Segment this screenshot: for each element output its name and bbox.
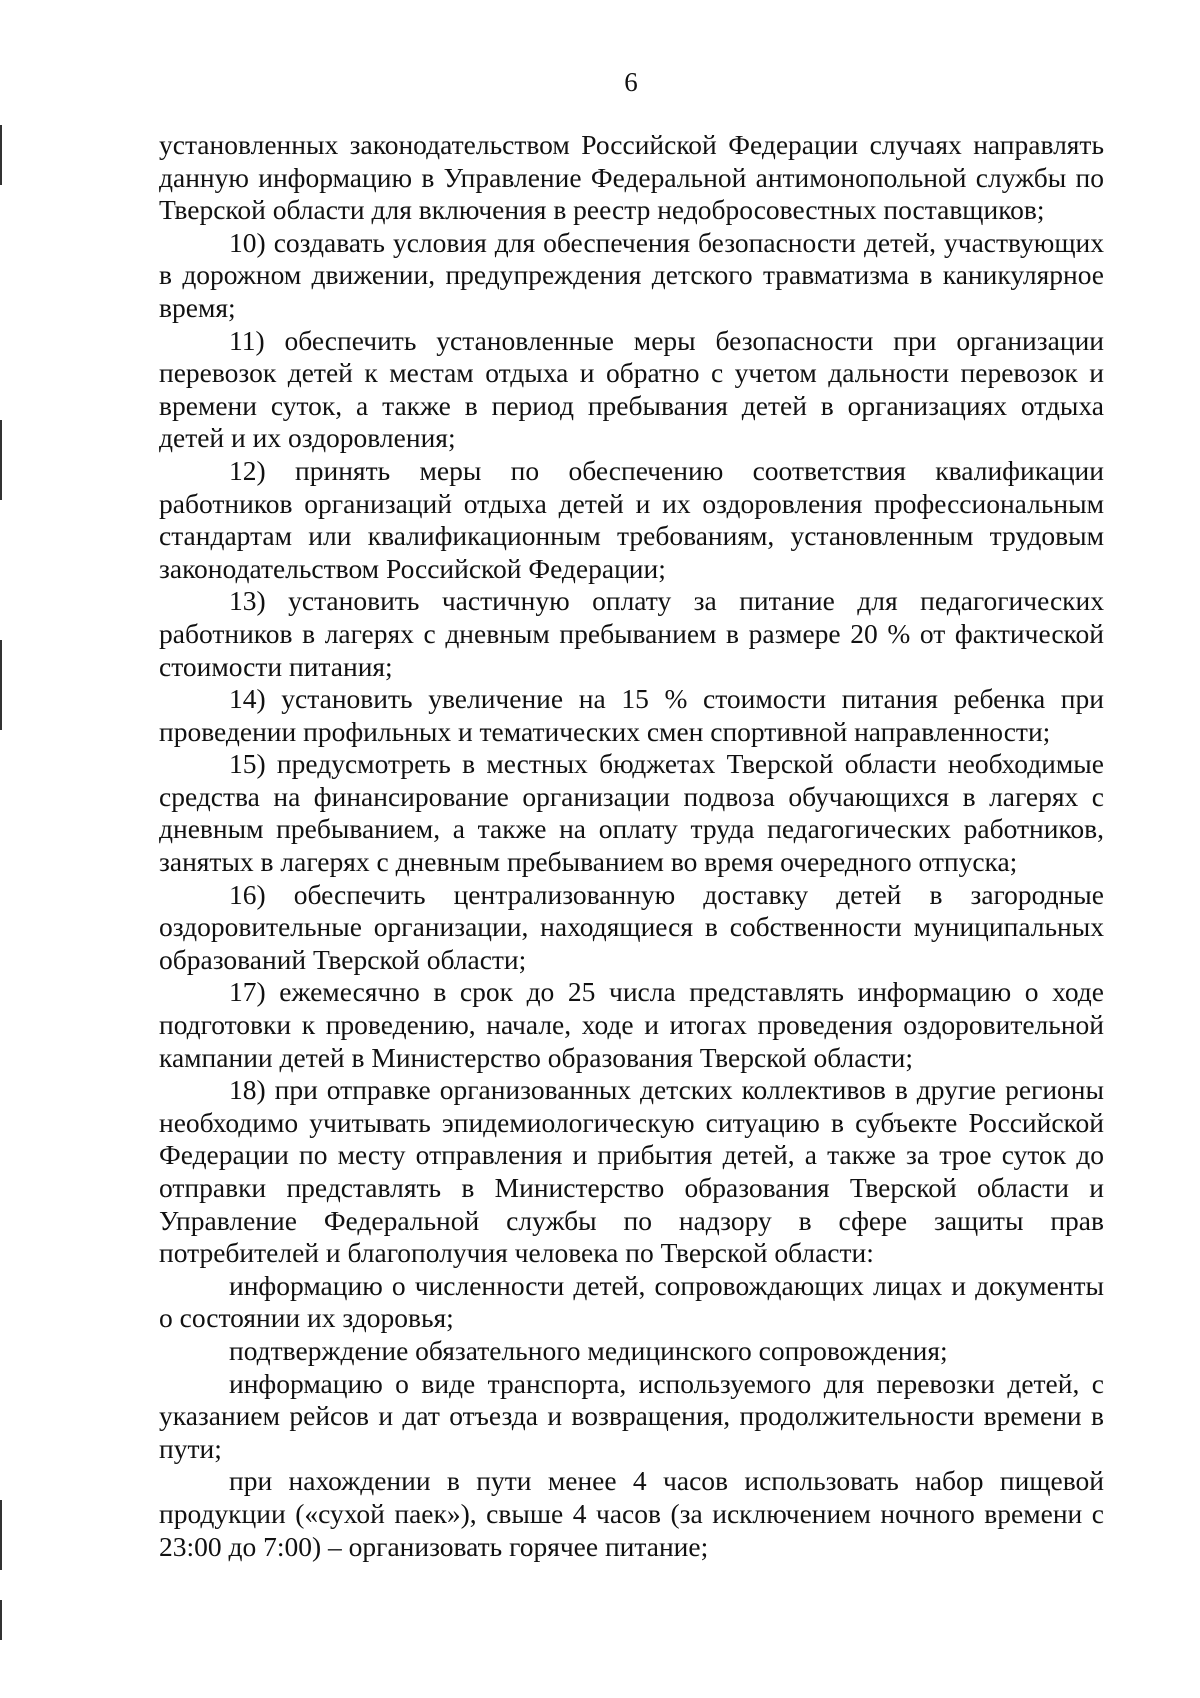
paragraph-item-18: 18) при отправке организованных детских коллективов в другие регионы необходимо учитывать эпидемиологическую ситуацию в субъекте Российской Федерации по месту отправления и прибытия детей, а также за трое суток до отправки представлять в Министерство образования Тверской области и Управление Федеральной службы по надзору в сфере защиты прав потребителей и благополучия человека по Тверской области: [159, 1074, 1104, 1269]
scan-edge-mark [0, 1500, 2, 1570]
paragraph-subitem-transport-info: информацию о виде транспорта, используемого для перевозки детей, с указанием рейсов и дат отъезда и возвращения, продолжительности времени в пути; [159, 1367, 1104, 1464]
scan-edge-mark [0, 1600, 2, 1640]
paragraph-item-13: 13) установить частичную оплату за питание для педагогических работников в лагерях с дневным пребыванием в размере 20 % от фактической стоимости питания; [159, 585, 1104, 682]
paragraph-item-16: 16) обеспечить централизованную доставку детей в загородные оздоровительные организации, находящиеся в собственности муниципальных образований Тверской области; [159, 878, 1104, 975]
page-number: 6 [624, 67, 638, 97]
paragraph-subitem-meals: при нахождении в пути менее 4 часов использовать набор пищевой продукции («сухой паек»), свыше 4 часов (за исключением ночного времени с 23:00 до 7:00) – организовать горячее питание; [159, 1465, 1104, 1562]
scan-edge-mark [0, 420, 2, 500]
paragraph-item-10: 10) создавать условия для обеспечения безопасности детей, участвующих в дорожном движении, предупреждения детского травматизма в каникулярное время; [159, 226, 1104, 323]
paragraph-continuation: установленных законодательством Российской Федерации случаях направлять данную информацию в Управление Федеральной антимонопольной службы по Тверской области для включения в реестр недобросовестных поставщиков; [159, 129, 1104, 226]
paragraph-subitem-medical-escort: подтверждение обязательного медицинского сопровождения; [229, 1334, 948, 1366]
paragraph-item-15: 15) предусмотреть в местных бюджетах Тверской области необходимые средства на финансирование организации подвоза обучающихся в лагерях с дневным пребыванием, а также на оплату труда педагогических работников, занятых в лагерях с дневным пребыванием во время очередного отпуска; [159, 748, 1104, 878]
document-body [159, 129, 1104, 1563]
paragraph-item-11: 11) обеспечить установленные меры безопасности при организации перевозок детей к местам отдыха и обратно с учетом дальности перевозок и времени суток, а также в период пребывания детей в организациях отдыха детей и их оздоровления; [159, 324, 1104, 454]
scan-edge-mark [0, 125, 2, 185]
scan-edge-mark [0, 640, 2, 730]
paragraph-item-14: 14) установить увеличение на 15 % стоимости питания ребенка при проведении профильных и тематических смен спортивной направленности; [159, 683, 1104, 747]
paragraph-item-12: 12) принять меры по обеспечению соответствия квалификации работников организаций отдыха детей и их оздоровления профессиональным стандартам или квалификационным требованиям, установленным трудовым законодательством Российской Федерации; [159, 454, 1104, 584]
paragraph-item-17: 17) ежемесячно в срок до 25 числа представлять информацию о ходе подготовки к проведению, начале, ходе и итогах проведения оздоровительной кампании детей в Министерство образования Тверской области; [159, 976, 1104, 1073]
paragraph-subitem-children-info: информацию о численности детей, сопровождающих лицах и документы о состоянии их здоровья; [159, 1269, 1104, 1334]
